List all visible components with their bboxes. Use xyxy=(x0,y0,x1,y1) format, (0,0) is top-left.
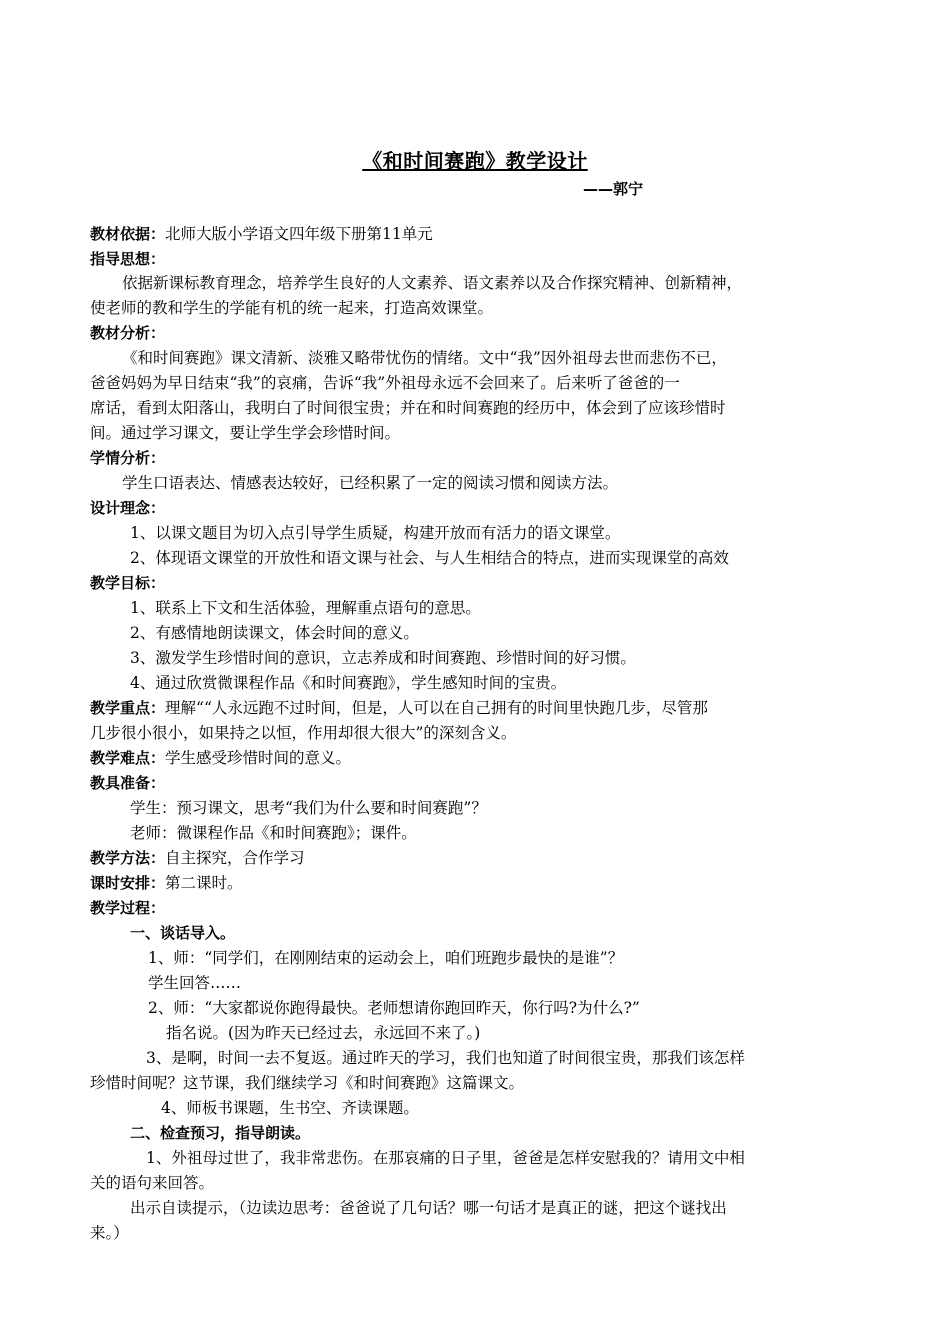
process-line: 2、师：“大家都说你跑得最快。老师想请你跑回昨天，你行吗?为什么?” xyxy=(148,999,640,1017)
key-point-label: 教学重点： xyxy=(90,699,166,717)
guiding-line: 使老师的教和学生的学能有机的统一起来，打造高效课堂。 xyxy=(90,299,494,317)
author-line: ——郭宁 xyxy=(583,180,644,198)
process-line: 关的语句来回答。 xyxy=(90,1174,215,1192)
material-basis-line xyxy=(90,222,433,246)
schedule-label: 课时安排： xyxy=(90,874,166,892)
analysis-line: 席话，看到太阳落山，我明白了时间很宝贵；并在和时间赛跑的经历中，体会到了应该珍惜时 xyxy=(90,399,726,417)
goal-item: 2、有感情地朗读课文，体会时间的意义。 xyxy=(130,624,419,642)
process-line: 3、是啊，时间一去不复返。通过昨天的学习，我们也知道了时间很宝贵，那我们该怎样 xyxy=(146,1049,745,1067)
section-heading: 二、检查预习，指导朗读。 xyxy=(130,1124,311,1142)
document-title: 《和时间赛跑》教学设计 xyxy=(362,149,588,173)
process-label: 教学过程： xyxy=(90,899,166,917)
goal-item: 4、通过欣赏微课程作品《和时间赛跑》，学生感知时间的宝贵。 xyxy=(130,674,567,692)
difficulty-line xyxy=(90,746,351,770)
section-heading: 一、谈话导入。 xyxy=(130,924,236,942)
concept-item: 1、以课文题目为切入点引导学生质疑，构建开放而有活力的语文课堂。 xyxy=(130,524,621,542)
guiding-label: 指导思想： xyxy=(90,250,166,268)
process-line: 1、师：“同学们，在刚刚结束的运动会上，咱们班跑步最快的是谁”？ xyxy=(148,949,624,967)
process-line: 来。） xyxy=(90,1224,129,1242)
process-line: 指名说。(因为昨天已经过去，永远回不来了。) xyxy=(166,1024,481,1042)
key-point-line: 几步很小很小，如果持之以恒，作用却很大很大”的深刻含义。 xyxy=(90,724,517,742)
goal-item: 1、联系上下文和生活体验，理解重点语句的意思。 xyxy=(130,599,481,617)
analysis-line: 间。通过学习课文，要让学生学会珍惜时间。 xyxy=(90,424,401,442)
students-label: 学情分析： xyxy=(90,449,166,467)
method-text: 自主探究，合作学习 xyxy=(165,849,305,867)
method-label: 教学方法： xyxy=(90,849,166,867)
analysis-label: 教材分析： xyxy=(90,324,166,342)
guiding-line: 依据新课标教育理念，培养学生良好的人文素养、语文素养以及合作探究精神、创新精神， xyxy=(122,274,743,292)
process-line: 4、师板书课题，生书空、齐读课题。 xyxy=(161,1099,419,1117)
tools-item: 学生：预习课文，思考“我们为什么要和时间赛跑”？ xyxy=(130,799,487,817)
key-point-line xyxy=(90,696,708,720)
goals-label: 教学目标： xyxy=(90,574,166,592)
schedule-text: 第二课时。 xyxy=(165,874,243,892)
goal-item: 3、激发学生珍惜时间的意识，立志养成和时间赛跑、珍惜时间的好习惯。 xyxy=(130,649,636,667)
material-basis-label: 教材依据： xyxy=(90,225,166,243)
difficulty-label: 教学难点： xyxy=(90,749,166,767)
schedule-line xyxy=(90,871,243,895)
method-line xyxy=(90,846,305,870)
concept-item: 2、体现语文课堂的开放性和语文课与社会、与人生相结合的特点，进而实现课堂的高效 xyxy=(130,549,729,567)
difficulty-text: 学生感受珍惜时间的意义。 xyxy=(165,749,352,767)
tools-item: 老师：微课程作品《和时间赛跑》；课件。 xyxy=(130,824,417,842)
process-line: 珍惜时间呢？这节课，我们继续学习《和时间赛跑》这篇课文。 xyxy=(90,1074,525,1092)
material-basis-text: 北师大版小学语文四年级下册第11单元 xyxy=(165,225,433,243)
process-line: 学生回答…… xyxy=(148,974,242,992)
tools-label: 教具准备： xyxy=(90,774,166,792)
concept-label: 设计理念： xyxy=(90,499,166,517)
key-point-text: 理解““人永远跑不过时间，但是，人可以在自己拥有的时间里快跑几步，尽管那 xyxy=(165,699,708,717)
analysis-line: 爸爸妈妈为早日结束“我”的哀痛，告诉“我”外祖母永远不会回来了。后来听了爸爸的一 xyxy=(90,374,680,392)
process-line: 1、外祖母过世了，我非常悲伤。在那哀痛的日子里，爸爸是怎样安慰我的？请用文中相 xyxy=(146,1149,745,1167)
students-text: 学生口语表达、情感表达较好，已经积累了一定的阅读习惯和阅读方法。 xyxy=(122,474,619,492)
analysis-line: 《和时间赛跑》课文清新、淡雅又略带忧伤的情绪。文中“我”因外祖母去世而悲伤不已， xyxy=(122,349,727,367)
process-line: 出示自读提示，（边读边思考：爸爸说了几句话？哪一句话才是真正的谜，把这个谜找出 xyxy=(130,1199,727,1217)
